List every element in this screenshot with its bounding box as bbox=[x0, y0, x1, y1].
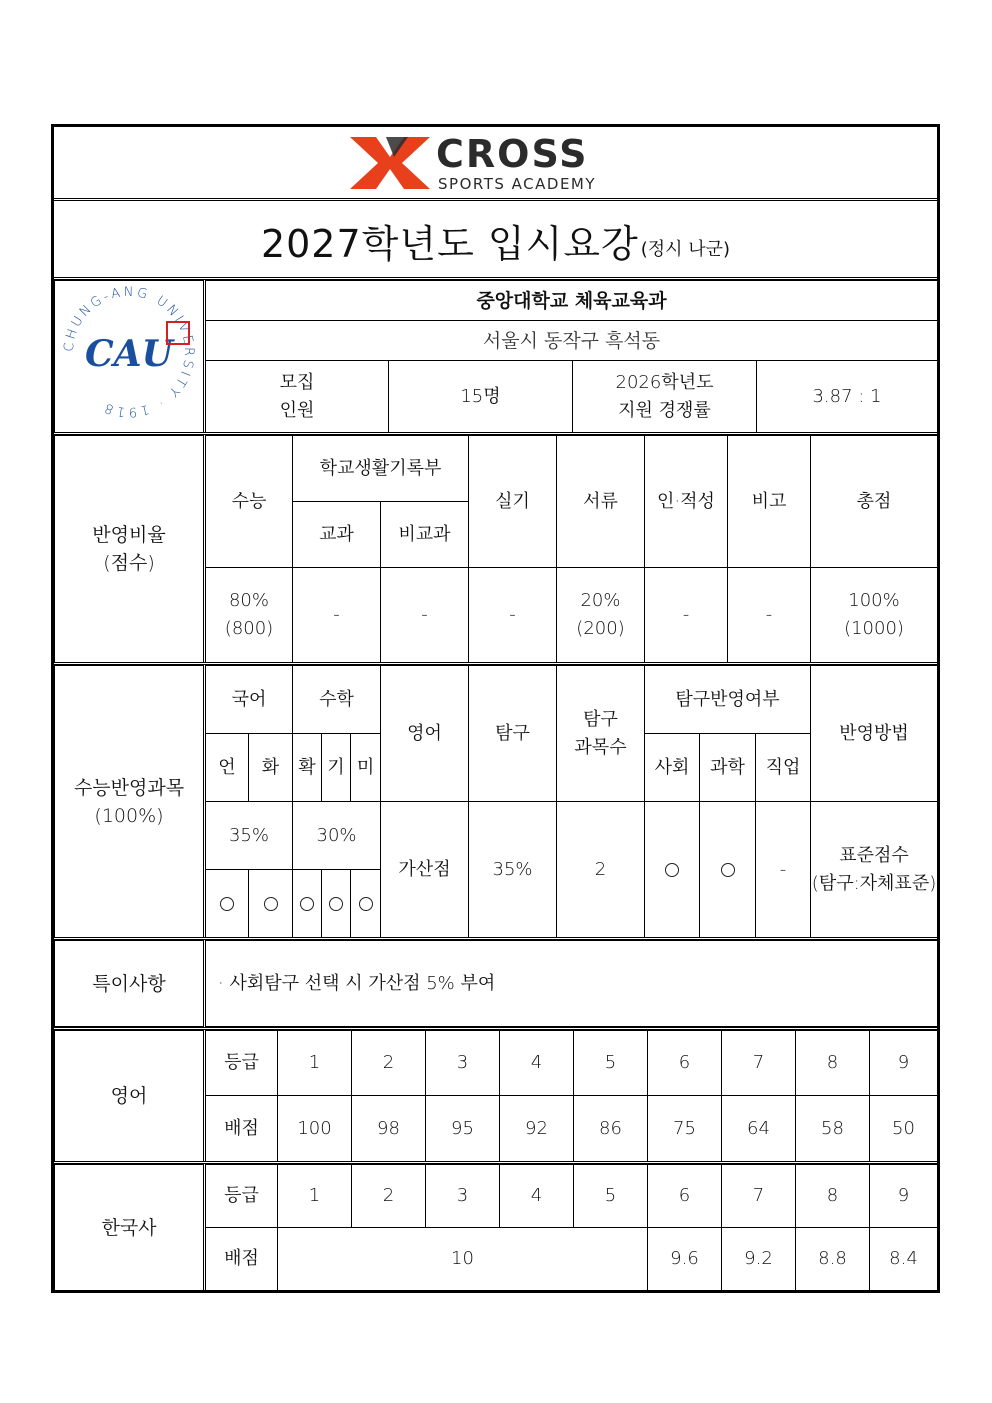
history-score-cell: 9.2 bbox=[722, 1228, 796, 1291]
logo-header bbox=[54, 127, 937, 199]
value-inquiry-count: 2 bbox=[557, 802, 645, 938]
header-science: 과학 bbox=[700, 734, 756, 802]
quota-value: 15명 bbox=[389, 361, 573, 433]
suneung-subjects-table bbox=[54, 665, 937, 937]
history-grade-cell: 7 bbox=[722, 1165, 796, 1228]
ratio-row-label: 반영비율 (점수) bbox=[55, 436, 205, 663]
header-method: 반영방법 bbox=[811, 666, 938, 802]
circle-mark-icon bbox=[721, 863, 735, 877]
svg-text:CHUNG-ANG UNIVERSITY · 1918: CHUNG-ANG UNIVERSITY · 1918 bbox=[61, 284, 197, 420]
value-english: 가산점 bbox=[381, 802, 469, 938]
value-documents: 20% (200) bbox=[557, 568, 645, 663]
english-table bbox=[54, 1030, 937, 1161]
history-score-cell: 8.4 bbox=[870, 1228, 938, 1291]
english-grade-cell: 5 bbox=[574, 1031, 648, 1096]
circle-mark-icon bbox=[220, 897, 234, 911]
history-grade-cell: 3 bbox=[426, 1165, 500, 1228]
english-score-cell: 100 bbox=[278, 1096, 352, 1162]
header-math-1: 확 bbox=[293, 734, 322, 802]
value-inquiry: 35% bbox=[469, 802, 557, 938]
english-score-cell: 64 bbox=[722, 1096, 796, 1162]
value-non-subject: - bbox=[381, 568, 469, 663]
special-note: · 사회탐구 선택 시 가산점 5% 부여 bbox=[205, 941, 938, 1027]
circle-mark-icon bbox=[264, 897, 278, 911]
value-other: - bbox=[728, 568, 811, 663]
header-inquiry-count: 탐구 과목수 bbox=[557, 666, 645, 802]
header-subject: 교과 bbox=[293, 502, 381, 568]
english-score-cell: 75 bbox=[648, 1096, 722, 1162]
history-score-merged: 10 bbox=[278, 1228, 648, 1291]
history-score-cell: 8.8 bbox=[796, 1228, 870, 1291]
english-label: 영어 bbox=[55, 1031, 205, 1162]
value-korean-2 bbox=[249, 870, 293, 938]
history-score-cell: 9.6 bbox=[648, 1228, 722, 1291]
circle-mark-icon bbox=[665, 863, 679, 877]
value-science bbox=[700, 802, 756, 938]
english-grade-cell: 7 bbox=[722, 1031, 796, 1096]
university-info bbox=[54, 280, 937, 432]
value-vocational: - bbox=[756, 802, 811, 938]
subjects-row-label: 수능반영과목 (100%) bbox=[55, 666, 205, 938]
value-personality: - bbox=[645, 568, 728, 663]
history-grade-cell: 8 bbox=[796, 1165, 870, 1228]
value-math-2 bbox=[322, 870, 351, 938]
history-grade-label: 등급 bbox=[205, 1165, 278, 1228]
history-grade-cell: 2 bbox=[352, 1165, 426, 1228]
page-subtitle: (정시 나군) bbox=[640, 239, 731, 260]
history-label: 한국사 bbox=[55, 1165, 205, 1291]
header-social: 사회 bbox=[645, 734, 700, 802]
english-grade-label: 등급 bbox=[205, 1031, 278, 1096]
header-korean-2: 화 bbox=[249, 734, 293, 802]
english-score-cell: 50 bbox=[870, 1096, 938, 1162]
header-korean: 국어 bbox=[205, 666, 293, 734]
history-score-label: 배점 bbox=[205, 1228, 278, 1291]
header-school-record: 학교생활기록부 bbox=[293, 436, 469, 502]
university-name: 중앙대학교 체육교육과 bbox=[205, 281, 938, 321]
quota-label: 모집 인원 bbox=[205, 361, 389, 433]
history-grade-cell: 5 bbox=[574, 1165, 648, 1228]
value-math-1 bbox=[293, 870, 322, 938]
header-personality: 인·적성 bbox=[645, 436, 728, 568]
history-grade-cell: 9 bbox=[870, 1165, 938, 1228]
cross-logo bbox=[346, 131, 646, 195]
english-score-cell: 86 bbox=[574, 1096, 648, 1162]
special-notes bbox=[54, 940, 937, 1027]
history-grade-cell: 1 bbox=[278, 1165, 352, 1228]
header-non-subject: 비교과 bbox=[381, 502, 469, 568]
value-social bbox=[645, 802, 700, 938]
value-subject: - bbox=[293, 568, 381, 663]
history-grade-cell: 6 bbox=[648, 1165, 722, 1228]
value-korean: 35% bbox=[205, 802, 293, 870]
header-inquiry-reflect: 탐구반영여부 bbox=[645, 666, 811, 734]
english-grade-cell: 4 bbox=[500, 1031, 574, 1096]
header-inquiry: 탐구 bbox=[469, 666, 557, 802]
value-suneung: 80% (800) bbox=[205, 568, 293, 663]
history-grade-cell: 4 bbox=[500, 1165, 574, 1228]
history-table bbox=[54, 1164, 937, 1290]
competition-value: 3.87 : 1 bbox=[757, 361, 938, 433]
english-grade-cell: 1 bbox=[278, 1031, 352, 1096]
english-grade-cell: 6 bbox=[648, 1031, 722, 1096]
english-grade-cell: 9 bbox=[870, 1031, 938, 1096]
header-english: 영어 bbox=[381, 666, 469, 802]
circle-mark-icon bbox=[329, 897, 343, 911]
header-suneung: 수능 bbox=[205, 436, 293, 568]
logo-brand: CROSS bbox=[435, 132, 588, 176]
value-total: 100% (1000) bbox=[811, 568, 938, 663]
ratio-table bbox=[54, 435, 937, 662]
competition-label: 2026학년도 지원 경쟁률 bbox=[573, 361, 757, 433]
header-documents: 서류 bbox=[557, 436, 645, 568]
value-math: 30% bbox=[293, 802, 381, 870]
header-other: 비고 bbox=[728, 436, 811, 568]
cau-seal-icon bbox=[59, 282, 199, 422]
english-grade-cell: 8 bbox=[796, 1031, 870, 1096]
english-score-cell: 92 bbox=[500, 1096, 574, 1162]
header-vocational: 직업 bbox=[756, 734, 811, 802]
english-grade-cell: 3 bbox=[426, 1031, 500, 1096]
special-label: 특이사항 bbox=[55, 941, 205, 1027]
english-score-cell: 58 bbox=[796, 1096, 870, 1162]
header-total: 총점 bbox=[811, 436, 938, 568]
university-seal bbox=[55, 281, 205, 433]
value-practical: - bbox=[469, 568, 557, 663]
header-practical: 실기 bbox=[469, 436, 557, 568]
circle-mark-icon bbox=[300, 897, 314, 911]
value-korean-1 bbox=[205, 870, 249, 938]
english-score-cell: 95 bbox=[426, 1096, 500, 1162]
header-math-3: 미 bbox=[351, 734, 381, 802]
university-location: 서울시 동작구 흑석동 bbox=[205, 321, 938, 361]
header-math-2: 기 bbox=[322, 734, 351, 802]
svg-text:CAU: CAU bbox=[85, 333, 173, 375]
title-row bbox=[54, 202, 937, 278]
english-score-label: 배점 bbox=[205, 1096, 278, 1162]
header-korean-1: 언 bbox=[205, 734, 249, 802]
circle-mark-icon bbox=[359, 897, 373, 911]
english-score-cell: 98 bbox=[352, 1096, 426, 1162]
english-grade-cell: 2 bbox=[352, 1031, 426, 1096]
header-math: 수학 bbox=[293, 666, 381, 734]
logo-tagline: SPORTS ACADEMY bbox=[437, 175, 596, 193]
admissions-sheet bbox=[51, 124, 940, 1293]
page-title: 2027학년도 입시요강 bbox=[260, 221, 639, 266]
value-method: 표준점수 (탐구:자체표준) bbox=[811, 802, 938, 938]
value-math-3 bbox=[351, 870, 381, 938]
